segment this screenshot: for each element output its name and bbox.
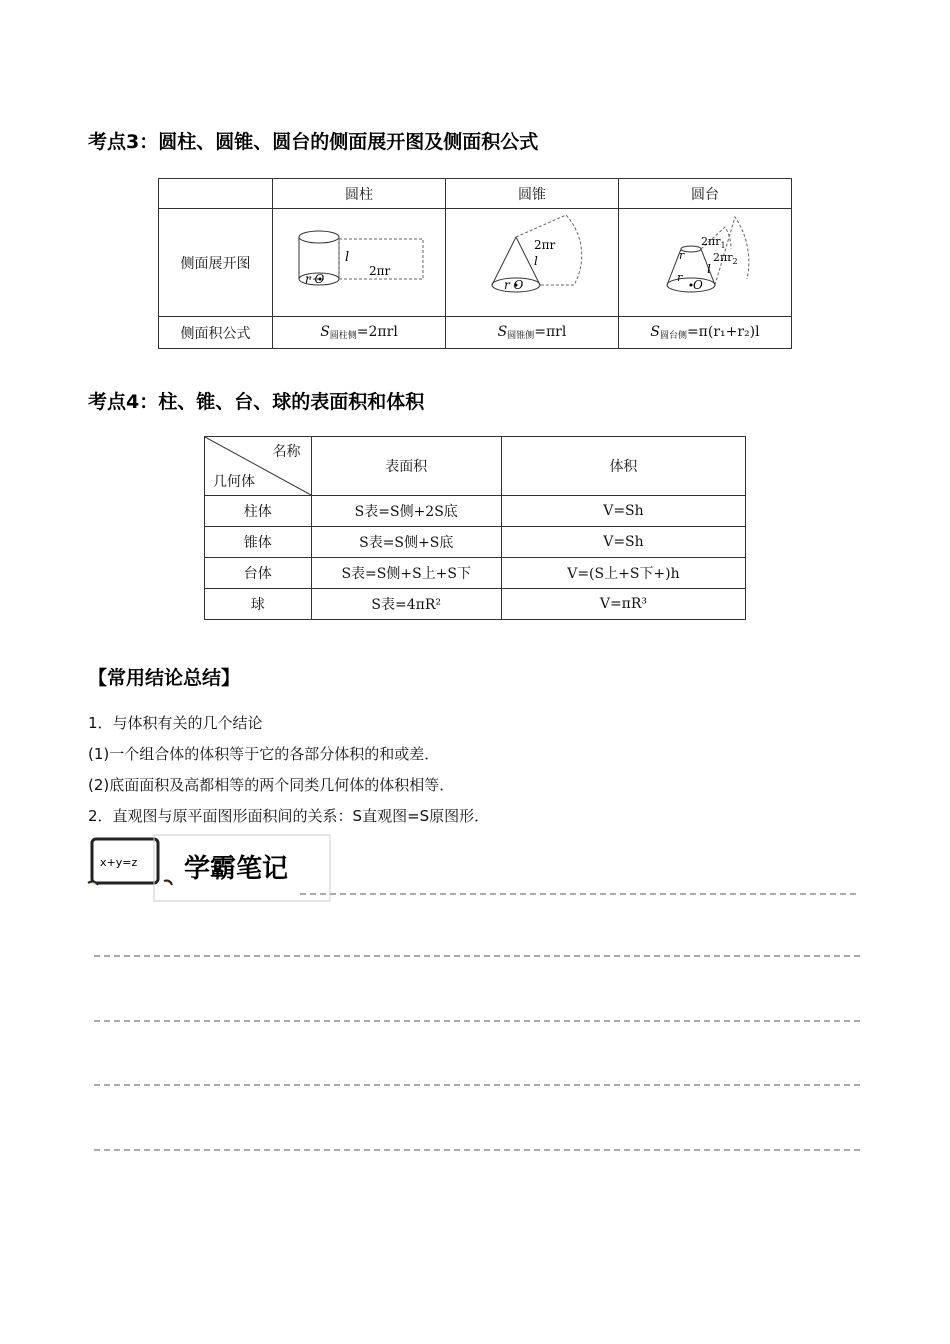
row-area: S表=S侧+S底 [311, 527, 501, 558]
row-area: S表=S侧+S上+S下 [311, 558, 501, 589]
notes-line [300, 893, 856, 895]
header-area: 表面积 [311, 437, 501, 496]
cone-formula: S圆锥侧=πrl [446, 317, 619, 349]
cylinder-figure-cell [273, 209, 446, 317]
cylinder-formula: S圆柱侧=2πrl [273, 317, 446, 349]
header-frustum: 圆台 [619, 179, 792, 209]
notes-line [94, 1149, 860, 1151]
row-name: 柱体 [205, 496, 312, 527]
lateral-surface-table [158, 178, 792, 349]
row-area: S表=S侧+2S底 [311, 496, 501, 527]
frus-r1-label: r [679, 249, 685, 262]
summary-line: 1．与体积有关的几个结论 [88, 714, 263, 732]
frus-O-label: O [693, 278, 703, 292]
row-label-figure: 侧面展开图 [159, 209, 273, 317]
study-notes-badge [86, 833, 334, 909]
row-area: S表=4πR² [311, 589, 501, 620]
header-cylinder: 圆柱 [273, 179, 446, 209]
row-name: 球 [205, 589, 312, 620]
cone-l-label: l [534, 254, 538, 268]
section3-title: 考点3：圆柱、圆锥、圆台的侧面展开图及侧面积公式 [88, 131, 539, 153]
frus-l-label: l [707, 262, 711, 276]
cyl-2pir-label: 2πr [369, 264, 391, 278]
summary-title: 【常用结论总结】 [88, 667, 241, 689]
badge-text: 学霸笔记 [184, 854, 289, 884]
frustum-net-figure [619, 209, 791, 312]
cyl-l-label: l [345, 250, 350, 265]
summary-line: (1)一个组合体的体积等于它的各部分体积的和或差． [88, 745, 440, 763]
header-cone: 圆锥 [446, 179, 619, 209]
row-volume: V=πR³ [501, 589, 745, 620]
cone-net-figure [446, 209, 618, 312]
notes-line [94, 1020, 860, 1022]
row-volume: V=(S上+S下+)h [501, 558, 745, 589]
summary-line: (2)底面面积及高都相等的两个同类几何体的体积相等． [88, 776, 455, 794]
frustum-figure-cell [619, 209, 792, 317]
row-name: 锥体 [205, 527, 312, 558]
board-text: x+y=z [100, 856, 138, 869]
cyl-rO-label: r O [305, 272, 325, 286]
header-volume: 体积 [501, 437, 745, 496]
section4-title: 考点4：柱、锥、台、球的表面积和体积 [88, 391, 425, 413]
frustum-formula: S圆台侧=π(r₁+r₂)l [619, 317, 792, 349]
notes-line [94, 955, 860, 957]
corner-diagonal-cell [205, 437, 312, 496]
corner-cell [159, 179, 273, 209]
row-label-formula: 侧面积公式 [159, 317, 273, 349]
frus-2pir2-label: $2\pi r_2$ [713, 251, 738, 266]
row-name: 台体 [205, 558, 312, 589]
summary-line: 2．直观图与原平面图形面积间的关系：S直观图=S原图形． [88, 807, 490, 825]
cylinder-net-figure [273, 209, 445, 312]
notes-line [94, 1084, 860, 1086]
cone-figure-cell [446, 209, 619, 317]
area-volume-table [204, 436, 746, 620]
cone-rO-label: r O [504, 278, 524, 292]
corner-bottom-label: 几何体 [213, 474, 255, 490]
corner-top-label: 名称 [272, 444, 301, 460]
row-volume: V=Sh [501, 527, 745, 558]
cone-2pir-label: 2πr [534, 238, 556, 252]
frus-2pir1-label: $2\pi r_1$ [701, 235, 726, 250]
frus-r2-label: r [677, 271, 683, 284]
row-volume: V=Sh [501, 496, 745, 527]
